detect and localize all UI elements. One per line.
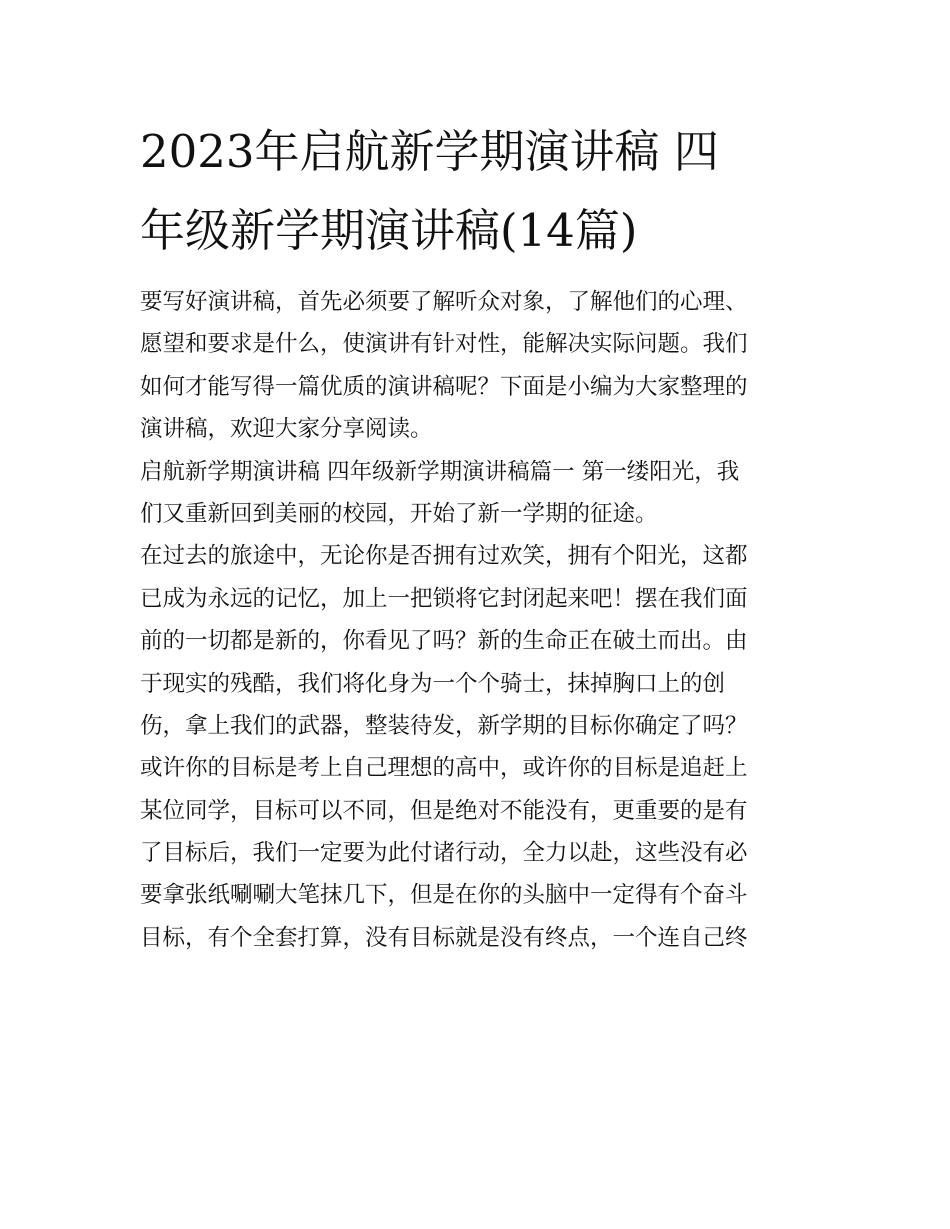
title-line: 年级新学期演讲稿(14篇) (140, 204, 638, 257)
body-line: 目标，有个全套打算，没有目标就是没有终点，一个连自己终 (140, 924, 748, 951)
body-line: 在过去的旅途中，无论你是否拥有过欢笑，拥有个阳光，这都 (140, 543, 748, 570)
body-line: 于现实的残酷，我们将化身为一个个骑士，抹掉胸口上的创 (140, 670, 726, 697)
body-line: 启航新学期演讲稿 四年级新学期演讲稿篇一 第一缕阳光，我 (140, 458, 740, 485)
body-line: 前的一切都是新的，你看见了吗？新的生命正在破土而出。由 (140, 628, 748, 655)
body-line: 演讲稿，欢迎大家分享阅读。 (140, 416, 433, 443)
title-line: 2023年启航新学期演讲稿 四 (140, 125, 719, 178)
document-title (140, 112, 820, 270)
body-line: 要拿张纸唰唰大笔抹几下，但是在你的头脑中一定得有个奋斗 (140, 882, 748, 909)
body-line: 伤，拿上我们的武器，整装待发，新学期的目标你确定了吗？ (140, 712, 748, 739)
document-body (140, 281, 820, 959)
body-line: 们又重新回到美丽的校园，开始了新一学期的征途。 (140, 500, 658, 527)
body-line: 已成为永远的记忆，加上一把锁将它封闭起来吧！摆在我们面 (140, 585, 748, 612)
body-line: 如何才能写得一篇优质的演讲稿呢？下面是小编为大家整理的 (140, 373, 748, 400)
body-line: 愿望和要求是什么，使演讲有针对性，能解决实际问题。我们 (140, 331, 748, 358)
body-line: 或许你的目标是考上自己理想的高中，或许你的目标是追赶上 (140, 755, 748, 782)
body-line: 某位同学，目标可以不同，但是绝对不能没有，更重要的是有 (140, 797, 748, 824)
body-line: 要写好演讲稿，首先必须要了解听众对象，了解他们的心理、 (140, 289, 748, 315)
body-line: 了目标后，我们一定要为此付诸行动，全力以赴，这些没有必 (140, 840, 748, 867)
